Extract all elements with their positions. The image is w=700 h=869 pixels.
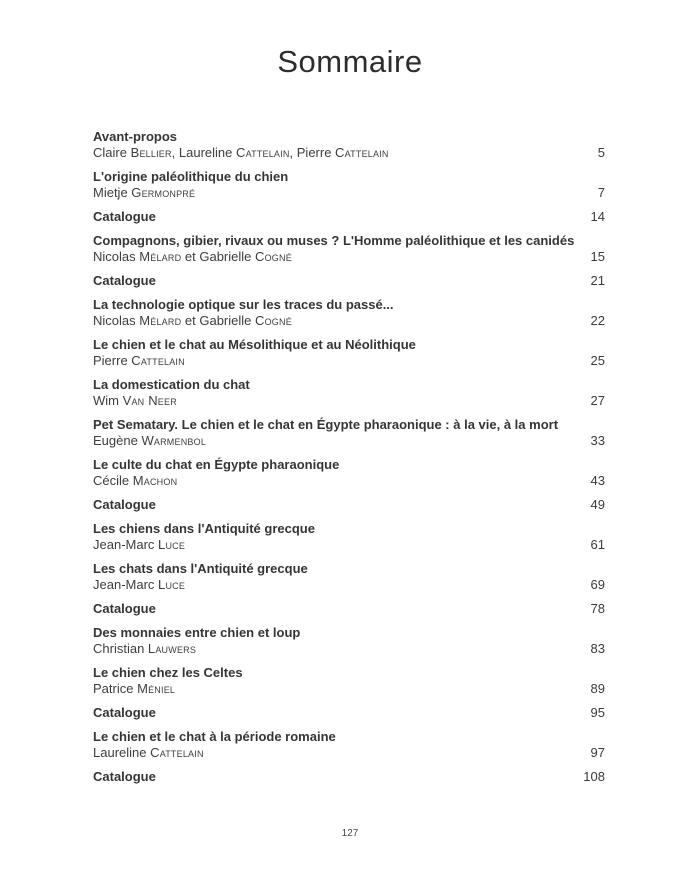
toc-entry-page-number: 95 xyxy=(590,705,605,720)
author-name-segment: Wim xyxy=(93,393,123,408)
toc-entry-title: Catalogue xyxy=(93,769,156,784)
toc-entry-page-number: 15 xyxy=(590,249,605,264)
toc-entry-authors xyxy=(93,641,575,657)
toc-entry-page-number: 22 xyxy=(590,313,605,328)
toc-entry-authors xyxy=(93,745,575,761)
toc-entry-authors xyxy=(93,393,575,409)
author-name-segment: Jean-Marc xyxy=(93,577,159,592)
toc-entry-page-number: 25 xyxy=(590,353,605,368)
toc-entry xyxy=(93,521,605,553)
toc-entry-title: Le culte du chat en Égypte pharaonique xyxy=(93,457,340,472)
toc-entry-title: Catalogue xyxy=(93,601,156,616)
toc-entry-text xyxy=(93,129,598,161)
author-name-segment: Lauwers xyxy=(147,641,197,656)
page-title: Sommaire xyxy=(277,44,423,79)
toc-entry-text xyxy=(93,601,591,617)
toc-entry xyxy=(93,273,605,289)
toc-entry xyxy=(93,561,605,593)
toc-entry-title: Pet Sematary. Le chien et le chat en Égypte pharaonique : à la vie, à la mort xyxy=(93,417,559,432)
author-name-segment: , Pierre xyxy=(289,145,336,160)
toc-entry-title: Le chien et le chat à la période romaine xyxy=(93,729,336,744)
toc-entry-page-number: 83 xyxy=(590,641,605,656)
toc-entry-text xyxy=(93,769,583,785)
toc-entry-authors xyxy=(93,145,582,161)
toc-entry-page-number: 78 xyxy=(590,601,605,616)
toc-entry-text xyxy=(93,417,591,449)
toc-entry-authors xyxy=(93,185,582,201)
author-name-segment: Cécile xyxy=(93,473,133,488)
toc-entry-text xyxy=(93,665,591,697)
toc-entry-page-number: 14 xyxy=(590,209,605,224)
toc-entry-title: Les chiens dans l'Antiquité grecque xyxy=(93,521,315,536)
toc-entry-page-number: 97 xyxy=(590,745,605,760)
toc-entry-authors xyxy=(93,577,575,593)
toc-entry-page-number: 21 xyxy=(590,273,605,288)
toc-entry-title: L'origine paléolithique du chien xyxy=(93,169,289,184)
toc-entry-page-number: 27 xyxy=(590,393,605,408)
toc-entry-page-number: 108 xyxy=(583,769,605,784)
toc-entry xyxy=(93,209,605,225)
toc-entry xyxy=(93,769,605,785)
toc-entry-text xyxy=(93,169,598,201)
toc-entry-title: Le chien chez les Celtes xyxy=(93,665,243,680)
author-name-segment: Warmenbol xyxy=(141,433,207,448)
toc-entry xyxy=(93,457,605,489)
toc-entry-authors xyxy=(93,249,575,265)
toc-entry xyxy=(93,377,605,409)
toc-entry-title: Des monnaies entre chien et loup xyxy=(93,625,301,640)
toc-entry-title: Les chats dans l'Antiquité grecque xyxy=(93,561,308,576)
toc-entry xyxy=(93,625,605,657)
author-name-segment: Nicolas xyxy=(93,313,140,328)
author-name-segment: Cogné xyxy=(255,249,292,264)
author-name-segment: Patrice xyxy=(93,681,138,696)
toc-entry-text xyxy=(93,497,591,513)
toc-entry-text xyxy=(93,297,591,329)
toc-entry-text xyxy=(93,457,591,489)
toc-entry-text xyxy=(93,233,591,265)
author-name-segment: Claire xyxy=(93,145,131,160)
author-name-segment: Bellier xyxy=(130,145,172,160)
author-name-segment: Germonpré xyxy=(131,185,196,200)
toc-entry-page-number: 49 xyxy=(590,497,605,512)
toc-entry-text xyxy=(93,625,591,657)
toc-entry-title: La technologie optique sur les traces du passé... xyxy=(93,297,394,312)
toc-entry-title: Catalogue xyxy=(93,705,156,720)
toc-entry xyxy=(93,729,605,761)
toc-entry-title: La domestication du chat xyxy=(93,377,250,392)
toc-entry-page-number: 61 xyxy=(590,537,605,552)
toc-entry xyxy=(93,601,605,617)
author-name-segment: Mietje xyxy=(93,185,132,200)
toc-entry-title: Catalogue xyxy=(93,273,156,288)
toc-entry xyxy=(93,169,605,201)
author-name-segment: Mélard xyxy=(139,313,182,328)
toc-entry xyxy=(93,417,605,449)
toc-entry-page-number: 89 xyxy=(590,681,605,696)
toc-entry-text xyxy=(93,521,591,553)
toc-entry-text xyxy=(93,729,591,761)
toc-entry xyxy=(93,665,605,697)
toc-entry-text xyxy=(93,561,591,593)
toc-entry-text xyxy=(93,705,591,721)
author-name-segment: Luce xyxy=(158,537,186,552)
toc-entry xyxy=(93,129,605,161)
author-name-segment: Luce xyxy=(158,577,186,592)
toc-entry-title: Catalogue xyxy=(93,497,156,512)
toc-entry-text xyxy=(93,209,591,225)
toc-entry-title: Compagnons, gibier, rivaux ou muses ? L'Homme paléolithique et les canidés xyxy=(93,233,575,248)
author-name-segment: Pierre xyxy=(93,353,132,368)
author-name-segment: Cattelain xyxy=(335,145,389,160)
author-name-segment: Mélard xyxy=(139,249,182,264)
toc-entry-page-number: 33 xyxy=(590,433,605,448)
author-name-segment: Cattelain xyxy=(150,745,204,760)
toc-entry-authors xyxy=(93,681,575,697)
author-name-segment: Eugène xyxy=(93,433,142,448)
author-name-segment: Cattelain xyxy=(236,145,290,160)
author-name-segment: Christian xyxy=(93,641,148,656)
toc-entry-title: Catalogue xyxy=(93,209,156,224)
toc-entry-page-number: 7 xyxy=(597,185,605,200)
author-name-segment: Jean-Marc xyxy=(93,537,159,552)
toc-entry-text xyxy=(93,377,591,409)
author-name-segment: et Gabrielle xyxy=(181,313,255,328)
toc-entry-title: Avant-propos xyxy=(93,129,178,144)
toc-entry xyxy=(93,705,605,721)
author-name-segment: et Gabrielle xyxy=(181,249,255,264)
author-name-segment: Van Neer xyxy=(122,393,177,408)
toc-entry-page-number: 43 xyxy=(590,473,605,488)
toc-list xyxy=(93,129,605,785)
toc-entry-page-number: 69 xyxy=(590,577,605,592)
toc-entry-text xyxy=(93,273,591,289)
author-name-segment: Laureline xyxy=(93,745,151,760)
author-name-segment: Nicolas xyxy=(93,249,140,264)
author-name-segment: Cattelain xyxy=(131,353,185,368)
toc-entry xyxy=(93,337,605,369)
toc-entry xyxy=(93,233,605,265)
toc-entry xyxy=(93,297,605,329)
toc-entry-authors xyxy=(93,313,575,329)
toc-entry-authors xyxy=(93,433,575,449)
author-name-segment: , Laureline xyxy=(171,145,236,160)
toc-entry-authors xyxy=(93,473,575,489)
toc-entry-title: Le chien et le chat au Mésolithique et au Néolithique xyxy=(93,337,416,352)
toc-entry-authors xyxy=(93,353,575,369)
author-name-segment: Méniel xyxy=(137,681,176,696)
toc-entry-authors xyxy=(93,537,575,553)
toc-entry-page-number: 5 xyxy=(597,145,605,160)
toc-entry xyxy=(93,497,605,513)
author-name-segment: Cogné xyxy=(255,313,292,328)
author-name-segment: Machon xyxy=(132,473,178,488)
footer-page-number: 127 xyxy=(341,828,359,839)
toc-entry-text xyxy=(93,337,591,369)
